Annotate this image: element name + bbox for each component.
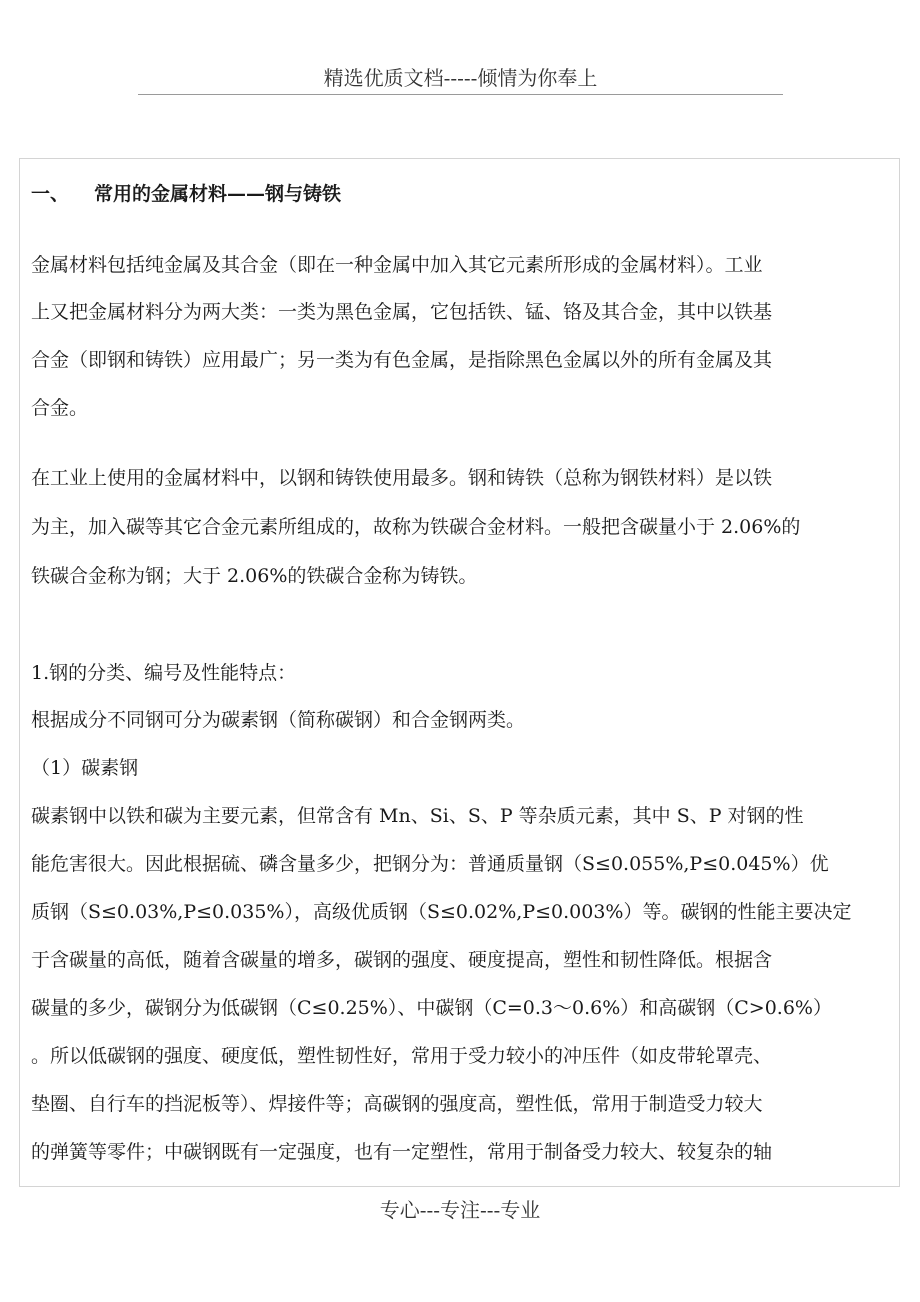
paragraph-line: 碳量的多少，碳钢分为低碳钢（C≤0.25%）、中碳钢（C=0.3～0.6%）和高碳钢（C>0.6%） [31, 997, 832, 1019]
paragraph-line: 在工业上使用的金属材料中，以钢和铸铁使用最多。钢和铸铁（总称为钢铁材料）是以铁 [31, 467, 773, 489]
section-heading [31, 178, 341, 210]
header-text: 精选优质文档-----倾情为你奉上 [323, 66, 598, 90]
paragraph-line: 碳素钢中以铁和碳为主要元素，但常含有 Mn、Si、S、P 等杂质元素，其中 S、P 对钢的性 [31, 805, 804, 827]
paragraph-line: 金属材料包括纯金属及其合金（即在一种金属中加入其它元素所形成的金属材料）。工业 [31, 254, 763, 276]
footer-text: 专心---专注---专业 [379, 1198, 541, 1222]
paragraph-line: 的弹簧等零件；中碳钢既有一定强度，也有一定塑性，常用于制备受力较大、较复杂的轴 [31, 1141, 773, 1163]
paragraph-line: 铁碳合金称为钢；大于 2.06%的铁碳合金称为铸铁。 [31, 565, 478, 587]
section-number: 一、 [31, 183, 70, 205]
paragraph-line: 于含碳量的高低，随着含碳量的增多，碳钢的强度、硬度提高，塑性和韧性降低。根据含 [31, 949, 773, 971]
paragraph-line: 为主，加入碳等其它合金元素所组成的，故称为铁碳合金材料。一般把含碳量小于 2.06%的 [31, 516, 801, 538]
paragraph-line: 能危害很大。因此根据硫、磷含量多少，把钢分为：普通质量钢（S≤0.055%,P≤0.045%）优 [31, 853, 829, 875]
subsection-heading: （1）碳素钢 [31, 757, 139, 779]
page-header [138, 64, 783, 95]
paragraph-line: 合金（即钢和铸铁）应用最广；另一类为有色金属，是指除黑色金属以外的所有金属及其 [31, 349, 773, 371]
page-footer [0, 1196, 920, 1224]
paragraph-line: 上又把金属材料分为两大类：一类为黑色金属，它包括铁、锰、铬及其合金，其中以铁基 [31, 301, 773, 323]
section-title: 常用的金属材料——钢与铸铁 [94, 183, 342, 205]
subsection-heading: 1.钢的分类、编号及性能特点： [31, 662, 297, 684]
paragraph-line: 合金。 [31, 397, 89, 419]
paragraph-line: 垫圈、自行车的挡泥板等）、焊接件等；高碳钢的强度高，塑性低，常用于制造受力较大 [31, 1093, 763, 1115]
paragraph-line: 。所以低碳钢的强度、硬度低，塑性韧性好，常用于受力较小的冲压件（如皮带轮罩壳、 [31, 1045, 773, 1067]
paragraph-line: 根据成分不同钢可分为碳素钢（简称碳钢）和合金钢两类。 [31, 709, 526, 731]
paragraph-line: 质钢（S≤0.03%,P≤0.035%），高级优质钢（S≤0.02%,P≤0.003%）等。碳钢的性能主要决定 [31, 901, 852, 923]
